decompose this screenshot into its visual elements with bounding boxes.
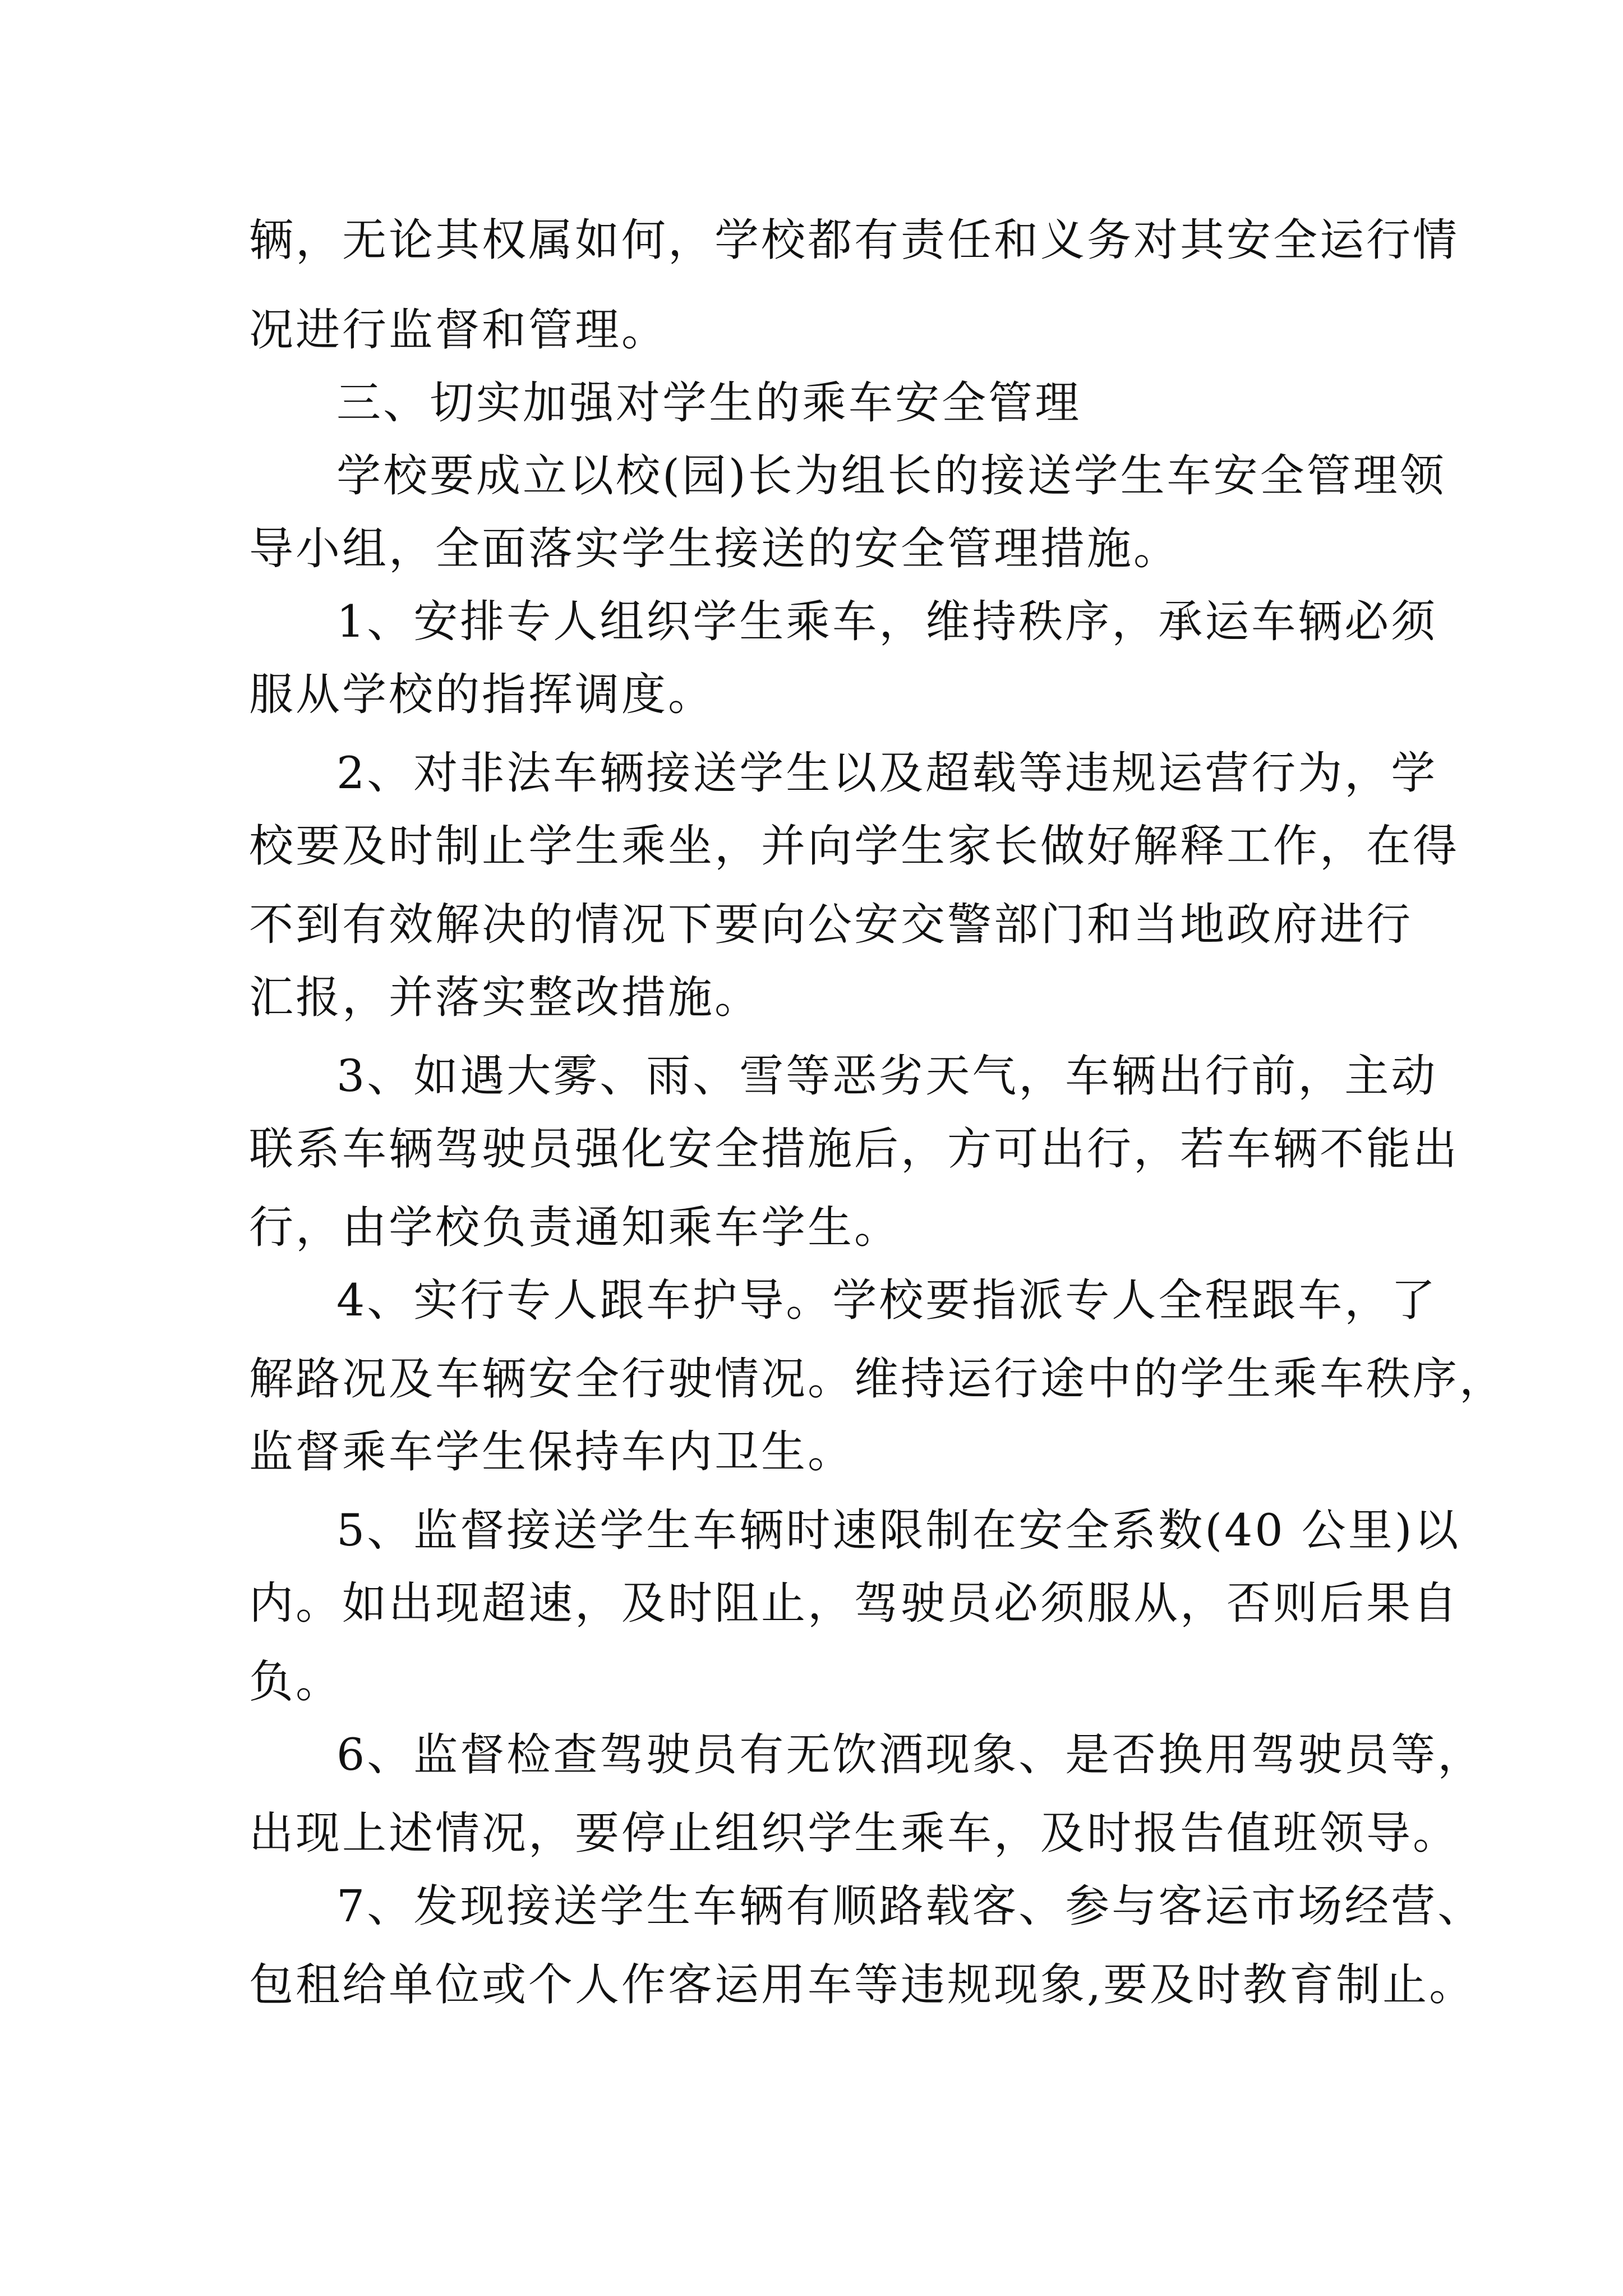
list-item-4: 4、实行专人跟车护导。学校要指派专人全程跟车，了 xyxy=(336,1274,1438,1326)
list-item-3: 3、如遇大雾、雨、雪等恶劣天气，车辆出行前，主动 xyxy=(336,1050,1438,1102)
text-line: 监督乘车学生保持车内卫生。 xyxy=(249,1426,854,1478)
list-item-6: 6、监督检查驾驶员有无饮酒现象、是否换用驾驶员等， xyxy=(336,1729,1484,1780)
text-line: 况进行监督和管理。 xyxy=(249,304,668,356)
text-line: 行，由学校负责通知乘车学生。 xyxy=(249,1202,901,1253)
text-line: 出现上述情况，要停止组织学生乘车，及时报告值班领导。 xyxy=(249,1807,1459,1859)
text-line: 联系车辆驾驶员强化安全措施后，方可出行，若车辆不能出 xyxy=(249,1123,1459,1175)
text-line: 负。 xyxy=(249,1656,342,1708)
list-item-1: 1、安排专人组织学生乘车，维持秩序，承运车辆必须 xyxy=(336,596,1438,647)
text-line: 解路况及车辆安全行驶情况。维持运行途中的学生乘车秩序， xyxy=(249,1353,1506,1405)
list-item-5: 5、监督接送学生车辆时速限制在安全系数(40 公里)以 xyxy=(336,1504,1461,1556)
text-line: 校要及时制止学生乘坐，并向学生家长做好解释工作，在得 xyxy=(249,820,1459,872)
text-line: 学校要成立以校(园)长为组长的接送学生车安全管理领 xyxy=(336,450,1446,501)
text-line: 不到有效解决的情况下要向公安交警部门和当地政府进行 xyxy=(249,899,1413,950)
list-item-2: 2、对非法车辆接送学生以及超载等违规运营行为，学 xyxy=(336,747,1438,799)
text-line: 内。如出现超速，及时阻止，驾驶员必须服从，否则后果自 xyxy=(249,1577,1459,1629)
section-heading: 三、切实加强对学生的乘车安全管理 xyxy=(336,377,1081,429)
text-line: 汇报，并落实整改措施。 xyxy=(249,972,761,1023)
text-line: 辆，无论其权属如何，学校都有责任和义务对其安全运行情 xyxy=(249,214,1459,266)
text-line: 包租给单位或个人作客运用车等违规现象,要及时教育制止。 xyxy=(249,1959,1476,2010)
text-line: 导小组，全面落实学生接送的安全管理措施。 xyxy=(249,523,1180,574)
text-line: 服从学校的指挥调度。 xyxy=(249,669,714,720)
list-item-7: 7、发现接送学生车辆有顺路载客、参与客运市场经营、 xyxy=(336,1880,1484,1932)
